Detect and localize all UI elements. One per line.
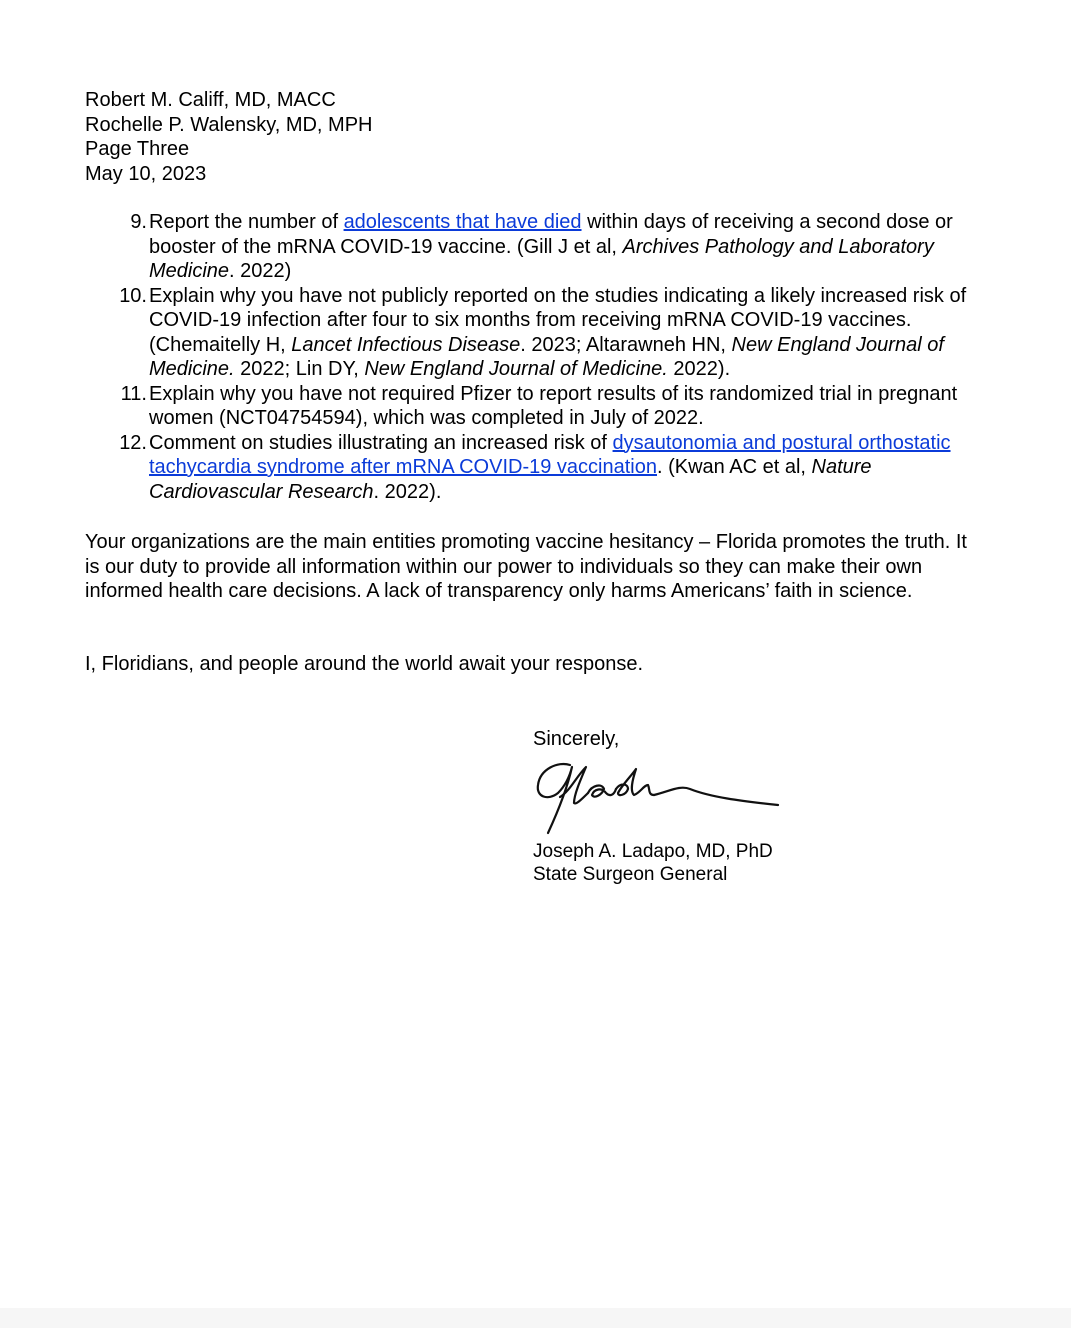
list-item-12 <box>85 431 985 505</box>
journal-citation: Archives Pathology and Laboratory Medicine <box>149 235 934 282</box>
list-item-9 <box>85 210 985 284</box>
item-text: Explain why you have not required Pfizer to report results of its randomized trial in pregnant women (NCT04754594), which was completed in July of 2022. <box>149 382 958 429</box>
request-list <box>85 210 985 504</box>
item-text: . 2022). <box>373 480 442 503</box>
item-text: Report the number of <box>149 211 344 233</box>
list-item-10 <box>85 284 985 382</box>
handwritten-signature <box>530 755 790 840</box>
item-text: . 2023; Altarawneh HN, <box>520 333 732 356</box>
recipient-2: Rochelle P. Walensky, MD, MPH <box>85 113 373 136</box>
signer-name: Joseph A. Ladapo, MD, PhD <box>533 841 773 862</box>
item-text: within days of receiving a second dose or booster of the mRNA COVID-19 vaccine. (Gill J et al, <box>149 211 953 258</box>
item-text: 2022; Lin DY, <box>234 358 365 380</box>
recipient-1: Robert M. Califf, MD, MACC <box>85 89 336 111</box>
item-text: . (Kwan AC et al, <box>656 456 812 478</box>
journal-citation: New England Journal of Medicine. <box>149 333 944 380</box>
list-number: 12. <box>119 431 147 454</box>
signer-block <box>533 840 773 886</box>
list-number: 9. <box>130 211 147 233</box>
journal-citation: New England Journal of Medicine. <box>364 358 668 380</box>
letter-date: May 10, 2023 <box>85 162 207 185</box>
page-label: Page Three <box>85 138 190 160</box>
journal-citation: Nature Cardiovascular Research <box>149 456 872 503</box>
item-text: Explain why you have not publicly reported on the studies indicating a likely increased risk of COVID-19 infection after four to six months from receiving mRNA COVID-19 vaccines. (Chemaitelly H, <box>149 284 967 356</box>
list-number: 11. <box>120 382 147 405</box>
dysautonomia-link[interactable]: dysautonomia and postural orthostatic tachycardia syndrome after mRNA COVID-19 vaccination <box>149 431 951 478</box>
body-paragraph-2: I, Floridians, and people around the world await your response. <box>85 653 644 675</box>
item-text: Comment on studies illustrating an increased risk of <box>149 431 613 454</box>
list-number: 10. <box>119 284 147 307</box>
adolescents-link[interactable]: adolescents that have died <box>343 211 582 233</box>
body-paragraph-1: Your organizations are the main entities promoting vaccine hesitancy – Florida promotes the truth. It is our duty to provide all information within our power to individuals so they can make their own informed health care decisions. A lack of transparency only harms Americans’ faith in science. <box>85 531 967 602</box>
page-bottom-edge <box>0 1308 1071 1328</box>
journal-citation: Lancet Infectious Disease <box>291 333 521 356</box>
item-text: . 2022) <box>229 260 292 282</box>
signer-title: State Surgeon General <box>533 864 728 885</box>
letter-header <box>85 88 373 186</box>
item-text: 2022). <box>667 358 731 380</box>
list-item-11 <box>85 382 985 431</box>
closing-salutation: Sincerely, <box>533 728 620 750</box>
